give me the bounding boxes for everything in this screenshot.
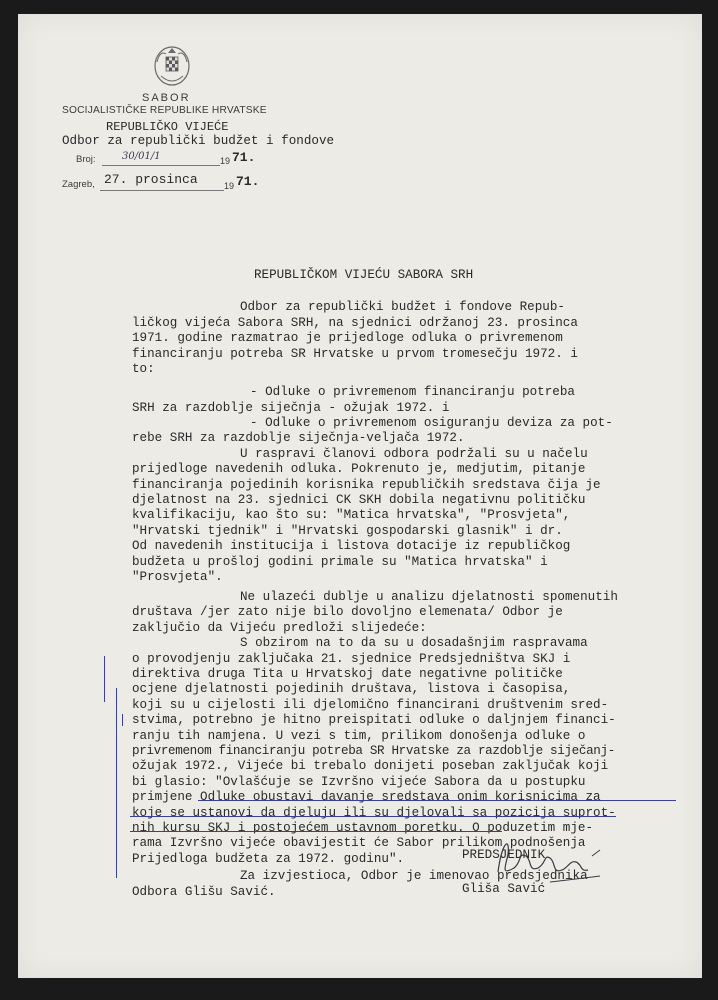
date-year: 71. [236, 174, 260, 189]
body-line: Ne ulazeći dublje u analizu djelatnosti spomenutih [240, 590, 618, 604]
body-line: Odbora Glišu Savić. [132, 885, 276, 899]
body-line: Odbor za republički budžet i fondove Repub- [240, 300, 565, 314]
body-line: koje se ustanovi da djeluju ili su djelovali sa pozicija suprot- [132, 806, 616, 820]
body-line: ožujak 1972., Vijeće bi trebalo donijeti poseban zaključak koji [132, 759, 609, 773]
body-line: djelatnost na 23. sjednici CK SKH dobila negativnu političku [132, 493, 586, 507]
ink-underline [130, 831, 502, 832]
body-line: zaključio da Vijeću predloži slijedeće: [132, 621, 427, 635]
body-line: kvalifikaciju, kao što su: "Matica hrvatska", "Prosvjeta", [132, 508, 571, 522]
reference-number: 30/01/1 [122, 151, 161, 162]
body-line: - Odluke o privremenom osiguranju deviza za pot- [250, 416, 613, 430]
addressee: REPUBLIČKOM VIJEĆU SABORA SRH [254, 268, 474, 282]
body-line: 1971. godine razmatrao je prijedloge odluka o privremenom [132, 331, 563, 345]
body-line: bi glasio: "Ovlašćuje se Izvršno vijeće Sabora da u postupku [132, 775, 586, 789]
body-line: Za izvjestioca, Odbor je imenovao predsjednika [240, 869, 588, 883]
body-line: financiranju potreba SR Hrvatske u prvom tromesečju 1972. i [132, 347, 578, 361]
place-label: Zagreb, [62, 179, 95, 190]
ink-underline [198, 800, 676, 801]
body-line: nih kursu SKJ i postojećem ustavnom poretku. O poduzetim mje- [132, 821, 594, 835]
body-line: - Odluke o privremenom financiranju potreba [250, 385, 575, 399]
body-line: financiranja pojedinih korisnika republičkih sredstava čija je [132, 478, 601, 492]
body-line: stvima, potrebno je hitno preispitati odluke o daljnjem financi- [132, 713, 616, 727]
body-line: "Prosvjeta". [132, 570, 223, 584]
body-line: S obzirom na to da su u dosadašnjim raspravama [240, 636, 588, 650]
date-rule [100, 190, 224, 191]
body-line: ocjene djelatnosti pojedinih društava, listova i časopisa, [132, 682, 571, 696]
signatory-name: Gliša Savić [462, 882, 546, 896]
body-line: rebe SRH za razdoblje siječnja-veljača 1972. [132, 431, 465, 445]
signatory-title: PREDSJEDNIK [462, 848, 546, 862]
body-line: ranju tih namjena. U vezi s tim, prilikom donošenja odluke o [132, 729, 586, 743]
body-line: direktiva druga Tita u Hrvatskoj date negativne političke [132, 667, 563, 681]
body-line: o provodjenju zaključaka 21. sjednice Predsjedništva SKJ i [132, 652, 571, 666]
reference-rule [102, 165, 220, 166]
council-name: REPUBLIČKO VIJEĆE [106, 120, 229, 134]
body-line: društava /jer zato nije bilo dovoljno elemenata/ Odbor je [132, 605, 563, 619]
reference-year: 71. [232, 150, 256, 165]
body-line: to: [132, 362, 155, 376]
body-line: koji su u cijelosti ili djelomično financirani društvenim sred- [132, 698, 609, 712]
margin-mark [122, 714, 123, 726]
letter-date: 27. prosinca [104, 172, 198, 187]
body-line: privremenom financiranju potreba SR Hrvatske za razdoblje siječanj- [132, 744, 615, 758]
body-line: rama Izvršno vijeće obavijestit će Sabor prilikom podnošenja [132, 836, 586, 850]
committee-name: Odbor za republički budžet i fondove [62, 134, 335, 148]
republic-name: SOCIJALISTIČKE REPUBLIKE HRVATSKE [62, 105, 267, 116]
body-line: "Hrvatski tjednik" i "Hrvatski gospodarski glasnik" i dr. [132, 524, 563, 538]
body-line: ličkog vijeća Sabora SRH, na sjednici održanoj 23. prosinca [132, 316, 578, 330]
reference-label: Broj: [76, 154, 96, 165]
ink-underline [130, 816, 616, 817]
body-line: Prijedloga budžeta za 1972. godinu". [132, 852, 405, 866]
document-page [18, 14, 702, 978]
body-line: prijedloge navedenih odluka. Pokrenuto je, medjutim, pitanje [132, 462, 586, 476]
institution-name: SABOR [142, 92, 191, 104]
body-line: budžeta u prošloj godini primale su "Matica hrvatska" i [132, 555, 548, 569]
body-line: SRH za razdoblje siječnja - ožujak 1972. i [132, 401, 450, 415]
body-line: Od navedenih institucija i listova dotacije iz republičkog [132, 539, 571, 553]
body-line: primjene Odluke obustavi davanje sredstava onim korisnicima za [132, 790, 601, 804]
margin-mark [104, 656, 105, 702]
coat-of-arms-icon [152, 42, 192, 88]
date-year-prefix: 19 [224, 181, 235, 191]
margin-mark [116, 688, 117, 878]
body-line: U raspravi članovi odbora podržali su u načelu [240, 447, 588, 461]
reference-year-prefix: 19 [220, 156, 231, 166]
